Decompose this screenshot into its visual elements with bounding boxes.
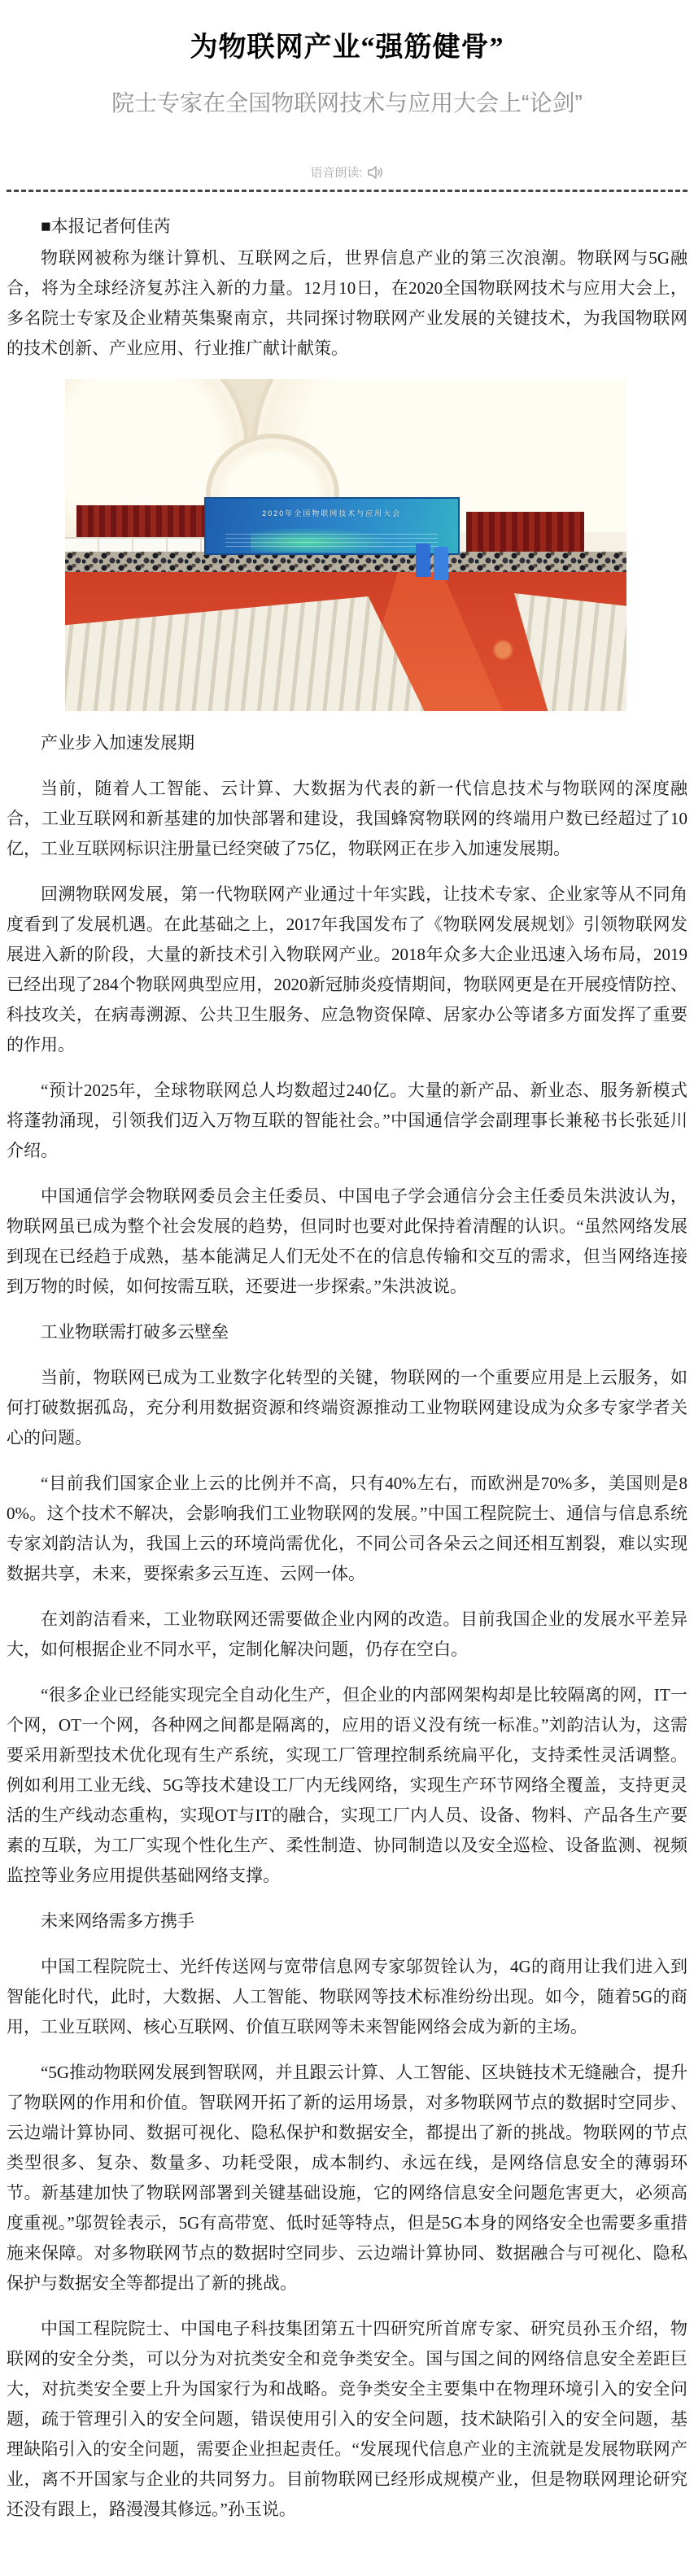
tts-label: 语音朗读: <box>310 166 363 180</box>
article-paragraph: 中国工程院院士、中国电子科技集团第五十四研究所首席专家、研究员孙玉介绍，物联网的安全分类，可以分为对抗类安全和竞争类安全。国与国之间的网络信息安全差距巨大，对抗类安全要上升为国家行为和战略。竞争类安全主要集中在物理环境引入的安全问题，疏于管理引入的安全问题，错误使用引入的安全问题，技术缺陷引入的安全问题，基理缺陷引入的安全问题，需要企业担起责任。“发展现代信息产业的主流就是发展物联网产业，离不开国家与企业的共同努力。目前物联网已经形成规模产业，但是物联网理论研究还没有跟上，路漫漫其修远。”孙玉说。 <box>7 2319 687 2519</box>
article-paragraph: 在刘韵洁看来，工业物联网还需要做企业内网的改造。目前我国企业的发展水平差异大，如何根据企业不同水平，定制化解决问题，仍存在空白。 <box>7 1609 687 1659</box>
article-paragraph: 回溯物联网发展，第一代物联网产业通过十年实践，让技术专家、企业家等从不同角度看到了发展机遇。在此基础之上，2017年我国发布了《物联网发展规划》引领物联网发展进入新的阶段，大量的新技术引入物联网产业。2018年众多大企业迅速入场布局，2019已经出现了284个物联网典型应用，2020新冠肺炎疫情期间，物联网更是在开展疫情防控、科技攻关，在病毒溯源、公共卫生服务、应急物资保障、居家办公等诸多方面发挥了重要的作用。 <box>7 884 687 1054</box>
section-heading: 产业步入加速发展期 <box>41 733 194 753</box>
section-heading: 工业物联需打破多云壁垒 <box>41 1322 229 1342</box>
conference-photo <box>65 379 626 711</box>
page-title: 为物联网产业“强筋健骨” <box>190 33 504 63</box>
article-paragraph: 中国工程院院士、光纤传送网与宽带信息网专家邬贺铨认为，4G的商用让我们进入到智能化时代，此时，大数据、人工智能、物联网等技术标准纷纷出现。如今，随着5G的商用，工业互联网、核心互联网、价值互联网等未来智能网络会成为新的主场。 <box>7 1957 687 2037</box>
photo-cameraman <box>416 544 430 577</box>
article-paragraph: “预计2025年，全球物联网总人均数超过240亿。大量的新产品、新业态、服务新模式将蓬勃涌现，引领我们迈入万物互联的智能社会。”中国通信学会副理事长兼秘书长张延川介绍。 <box>7 1081 687 1160</box>
photo-screen-title: 2020年全国物联网技术与应用大会 <box>262 509 402 517</box>
byline: ■本报记者何佳芮 <box>41 216 171 236</box>
article-paragraph: “目前我们国家企业上云的比例并不高，只有40%左右，而欧洲是70%多，美国则是80%。这个技术不解决，会影响我们工业物联网的发展。”中国工程院院士、通信与信息系统专家刘韵洁认为，我国上云的环境尚需优化，不同公司各朵云之间还相互割裂，难以实现数据共享，未来，要探索多云互连、云网一体。 <box>7 1474 687 1583</box>
article-paragraph: “很多企业已经能实现完全自动化生产，但企业的内部网架构却是比较隔离的网，IT一个网，OT一个网，各种网之间都是隔离的，应用的语义没有统一标准。”刘韵洁认为，这需要采用新型技术优化现有生产系统，实现工厂管理控制系统扁平化，支持柔性灵活调整。例如利用工业无线、5G等技术建设工厂内无线网络，实现生产环节网络全覆盖，支持更灵活的生产线动态重构，实现OT与IT的融合，实现工厂内人员、设备、物料、产品各生产要素的互联，为工厂实现个性化生产、柔性制造、协同制造以及安全巡检、设备监测、视频监控等业务应用提供基础网络支撑。 <box>7 1685 687 1885</box>
section-heading: 未来网络需多方携手 <box>41 1911 194 1931</box>
article-paragraph: 当前，物联网已成为工业数字化转型的关键，物联网的一个重要应用是上云服务，如何打破数据孤岛，充分利用数据资源和终端资源推动工业物联网建设成为众多专家学者关心的问题。 <box>7 1368 687 1447</box>
dashed-divider <box>7 190 687 192</box>
article-paragraph: 中国通信学会物联网委员会主任委员、中国电子学会通信分会主任委员朱洪波认为，物联网虽已成为整个社会发展的趋势，但同时也要对此保持着清醒的认识。“虽然网络发展到现在已经趋于成熟，基本能满足人们无处不在的信息传输和交互的需求，但当网络连接到万物的时候，如何按需互联，还要进一步探索。”朱洪波说。 <box>7 1186 687 1296</box>
intro-paragraph: 物联网被称为继计算机、互联网之后，世界信息产业的第三次浪潮。物联网与5G融合，将为全球经济复苏注入新的力量。12月10日，在2020全国物联网技术与应用大会上，多名院士专家及企业精英集聚南京，共同探讨物联网产业发展的关键技术，为我国物联网的技术创新、产业应用、行业推广献计献策。 <box>7 248 687 358</box>
article-paragraph: 当前，随着人工智能、云计算、大数据为代表的新一代信息技术与物联网的深度融合，工业互联网和新基建的加快部署和建设，我国蜂窝物联网的终端用户数已经超过了10亿，工业互联网标识注册量已经突破了75亿，物联网正在步入加速发展期。 <box>7 779 687 858</box>
speaker-icon[interactable] <box>368 165 384 186</box>
tts-row <box>7 164 687 183</box>
article-paragraph: “5G推动物联网发展到智联网，并且跟云计算、人工智能、区块链技术无缝融合，提升了物联网的作用和价值。智联网开拓了新的运用场景，对多物联网节点的数据时空同步、云边端计算协同、数据可视化、隐私保护和数据安全，都提出了新的挑战。物联网的节点类型很多、复杂、数量多、功耗受限，成本制约、永远在线，是网络信息安全的薄弱环节。新基建加快了物联网部署到关键基础设施，它的网络信息安全问题危害更大，必须高度重视。”邬贺铨表示，5G有高带宽、低时延等特点，但是5G本身的网络安全也需要多重措施来保障。对多物联网节点的数据时空同步、云边端计算协同、数据融合与可视化、隐私保护与数据安全等都提出了新的挑战。 <box>7 2063 687 2293</box>
page-subtitle: 院士专家在全国物联网技术与应用大会上“论剑” <box>111 90 583 116</box>
photo-screen-rows <box>225 530 438 547</box>
photo-cameraman <box>434 547 448 580</box>
